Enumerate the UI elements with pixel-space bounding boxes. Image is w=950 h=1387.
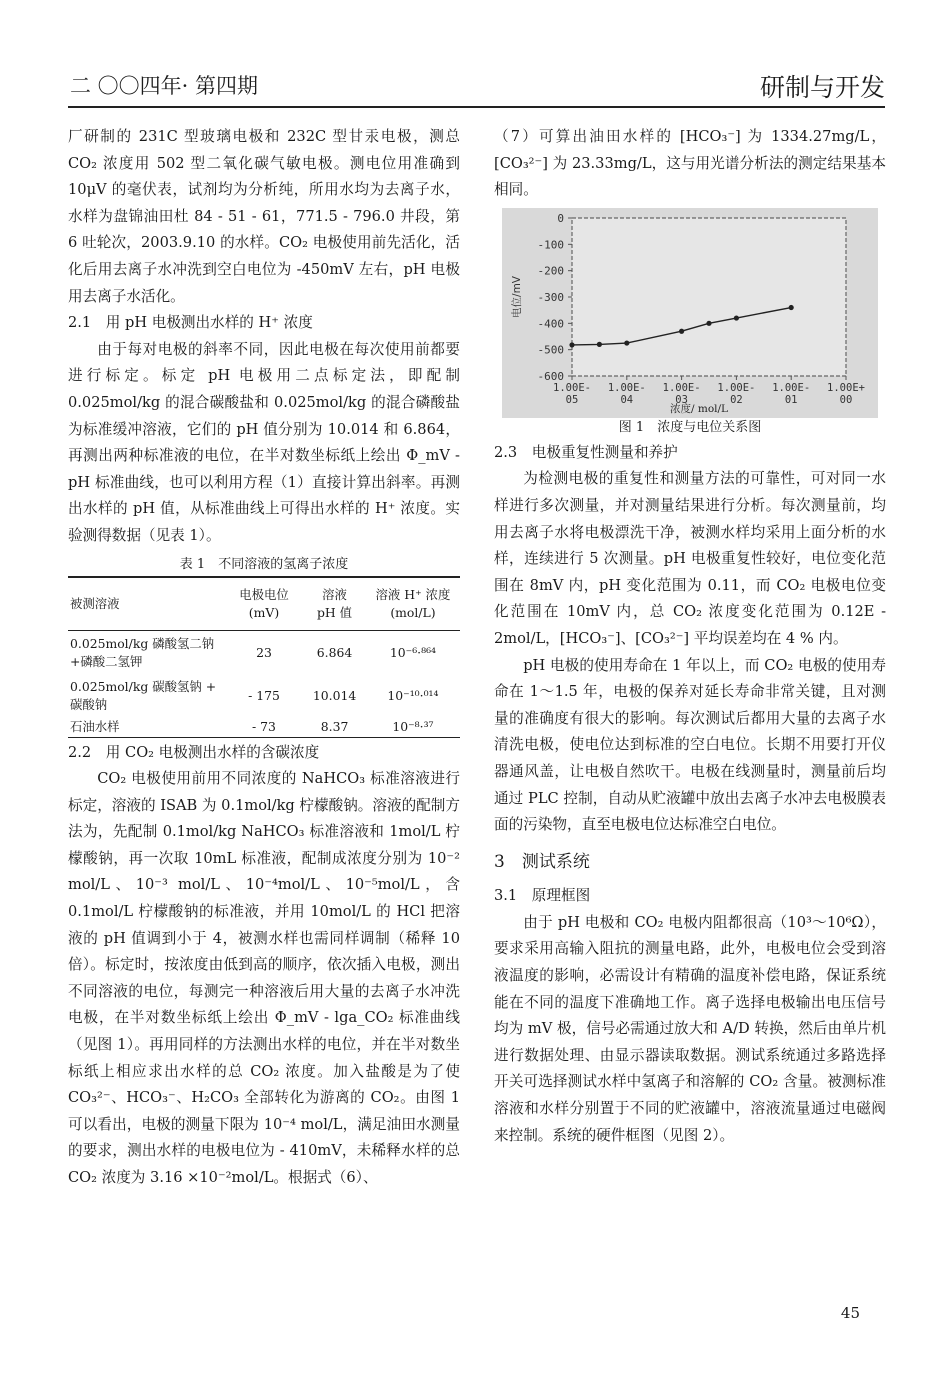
x-tick-label: 1.00E- — [772, 381, 811, 394]
header-rule — [68, 106, 885, 108]
intro-paragraph: 厂研制的 231C 型玻璃电极和 232C 型甘汞电极，测总 CO₂ 浓度用 502 型二氧化碳气敏电极。测电位用准确到 10μV 的毫伏表，试剂均为分析纯，所用水均为去离子水，水样为盘锦油田杜 84 - 51 - 61，771.5 - 796.0 井段，第 6 吐轮次，2003.9.10 的水样。CO₂ 电极使用前先活化，活化后用去离子水冲洗到空白电位为 -450mV 左右，pH 电极用去离子水活化。 — [68, 128, 460, 305]
paragraph-2-3b: pH 电极的使用寿命在 1 年以上，而 CO₂ 电极的使用寿命在 1～1.5 年，电极的保养对延长寿命非常关键，且对测量的准确度有很大的影响。每次测试后都用大量的去离子水清洗电极，使电位达到标准的空白电位。长期不用要打开仪器通风盖，让电极自然吹干。电极在线测量时，测量前后均通过 PLC 控制，自动从贮液罐中放出去离子水冲去电极膜表面的污染物，直至电极电位达标准空白电位。 — [494, 656, 886, 834]
page-number: 45 — [840, 1304, 860, 1322]
y-tick-label: -600 — [537, 369, 564, 383]
data-point — [789, 305, 794, 310]
y-tick-label: -500 — [537, 343, 564, 357]
table-row — [68, 675, 460, 717]
data-point — [734, 315, 739, 320]
table-header-row — [68, 577, 460, 631]
table-row — [68, 717, 460, 738]
heading-2-1: 2.1 用 pH 电极测出水样的 H⁺ 浓度 — [68, 314, 313, 332]
table-cell: 23 — [256, 644, 272, 660]
figure-caption: 图 1 浓度与电位关系图 — [618, 419, 762, 435]
table-cell: 0.025mol/kg 磷酸氢二钠 +磷酸二氢钾 — [70, 635, 215, 669]
x-tick-label-exponent: 04 — [620, 393, 634, 406]
journal-issue: 二 〇〇四年· 第四期 — [70, 74, 259, 98]
heading-2-3: 2.3 电极重复性测量和养护 — [494, 443, 678, 461]
y-tick-label: -400 — [537, 317, 564, 331]
x-tick-label: 1.00E- — [662, 381, 701, 394]
y-tick-label: -200 — [537, 264, 564, 278]
table-cell: - 73 — [225, 717, 303, 738]
data-point — [624, 340, 629, 345]
data-point — [597, 342, 602, 347]
x-tick-label-exponent: 02 — [730, 393, 743, 406]
paragraph-2-3a: 为检测电极的重复性和测量方法的可靠性，可对同一水样进行多次测量，并对测量结果进行分析。每次测量前，均用去离子水将电极漂洗干净，被测水样均采用上面分析的水样，连续进行 5 次测量。pH 电极重复性较好，电位变化范围在 8mV 内，pH 变化范围为 0.11，而 CO₂ 电极电位变化范围在 10mV 内，总 CO₂ 浓度变化范围为 0.12E - 2mol/L，[HCO₃⁻]、[CO₃²⁻] 平均误差均在 4 % 内。 — [494, 470, 886, 647]
right-column — [494, 124, 886, 1149]
paragraph-3-1: 由于 pH 电极和 CO₂ 电极内阻都很高（10³～10⁶Ω），要求采用高输入阻抗的测量电路，此外，电极电位会受到溶液温度的影响，必需设计有精确的温度补偿电路，保证系统能在不同的温度下准确地工作。离子选择电极输出电压信号均为 mV 极，信号必需通过放大和 A/D 转换，然后由单片机进行数据处理、由显示器读取数据。测试系统通过多路选择开关可选择测试水样中氢离子和溶解的 CO₂ 含量。被测标准溶液和水样分别置于不同的贮液罐中，溶液流量通过电磁阀来控制。系统的硬件框图（见图 2）。 — [494, 913, 886, 1144]
y-axis-label: 电位/mV — [511, 275, 523, 318]
table-caption: 表 1 不同溶液的氢离子浓度 — [179, 556, 349, 572]
continued-paragraph: （7）可算出油田水样的 [HCO₃⁻] 为 1334.27mg/L，[CO₃²⁻] 为 23.33mg/L，这与用光谱分析法的测定结果基本相同。 — [494, 128, 886, 199]
hydrogen-ion-table — [68, 576, 460, 738]
table-cell: 0.025mol/kg 碳酸氢钠 + 碳酸钠 — [70, 678, 217, 712]
table-cell: 10⁻¹⁰·⁰¹⁴ — [387, 687, 439, 703]
x-tick-label: 1.00E- — [607, 381, 646, 394]
y-tick-label: 0 — [557, 211, 564, 225]
heading-2-2: 2.2 用 CO₂ 电极测出水样的含碳浓度 — [68, 743, 320, 761]
table-header-cell: 被测溶液 — [70, 595, 120, 611]
heading-3: 3 测试系统 — [494, 851, 590, 872]
table-cell: - 175 — [248, 687, 280, 703]
data-point — [706, 321, 711, 326]
x-tick-label-exponent: 00 — [839, 393, 853, 406]
chart-svg — [494, 208, 886, 418]
y-tick-label: -300 — [537, 290, 564, 304]
table-cell: 石油水样 — [68, 717, 225, 738]
data-point — [679, 328, 684, 333]
plot-area — [572, 218, 846, 376]
data-point — [569, 342, 574, 347]
table-cell: 10⁻⁶·⁸⁶⁴ — [389, 644, 437, 660]
x-axis-label: 浓度/ mol/L — [669, 402, 729, 415]
table-header-cell: 电极电位 (mV) — [239, 586, 289, 620]
y-tick-label: -100 — [537, 238, 564, 252]
table-header-cell: 溶液 pH 值 — [317, 586, 353, 620]
paragraph-2-1: 由于每对电极的斜率不同，因此电极在每次使用前都要进行标定。标定 pH 电极用二点标定法，即配制 0.025mol/kg 的混合碳酸盐和 0.025mol/kg 的混合磷酸盐为标准缓冲溶液，它们的 pH 值分别为 10.014 和 6.864，再测出两种标准液的电位，在半对数坐标纸上绘出 Φ_mV - pH 标准曲线，也可以利用方程（1）直接计算出斜率。再测出水样的 pH 值，从标准曲线上可得出水样的 H⁺ 浓度。实验测得数据（见表 1）。 — [68, 340, 460, 544]
section-title: 研制与开发 — [759, 73, 885, 102]
figure-1-chart — [494, 208, 886, 418]
x-tick-label-exponent: 05 — [565, 393, 579, 406]
table-row — [68, 630, 460, 675]
x-tick-label: 1.00E- — [717, 381, 756, 394]
table-cell: 10⁻⁸·³⁷ — [366, 717, 460, 738]
x-tick-label-exponent: 01 — [784, 393, 798, 406]
paragraph-2-2: CO₂ 电极使用前用不同浓度的 NaHCO₃ 标准溶液进行标定，溶液的 ISAB 为 0.1mol/kg 柠檬酸钠。溶液的配制方法为，先配制 0.1mol/kg NaHCO₃ 标准溶液和 1mol/L 柠檬酸钠，再一次取 10mL 标准液，配制成浓度分别为 10⁻² mol/L、10⁻³ mol/L、10⁻⁴mol/L、10⁻⁵mol/L，含 0.1mol/L 柠檬酸钠的标准液，并用 10mol/L 的 HCl 把溶液的 pH 值调到小于 4，被测水样也需同样调制（稀释 10 倍）。标定时，按浓度由低到高的顺序，依次插入电极，测出不同溶液的电位，每测完一种溶液后用大量的去离子水冲洗电极，在半对数坐标纸上绘出 Φ_mV - lga_CO₂ 标准曲线（见图 1）。再用同样的方法测出水样的电位，并在半对数坐标纸上相应求出水样的总 CO₂ 浓度。加入盐酸是为了使 CO₃²⁻、HCO₃⁻、H₂CO₃ 全部转化为游离的 CO₂。由图 1 可以看出，电极的测量下限为 10⁻⁴ mol/L，满足油田水测量的要求，测出水样的电极电位为 - 410mV，未稀释水样的总 CO₂ 浓度为 3.16 ×10⁻²mol/L。根据式（6）、 — [68, 770, 460, 1186]
x-tick-label: 1.00E+ — [827, 381, 865, 394]
left-column — [68, 124, 460, 1192]
x-tick-label: 1.00E- — [553, 381, 591, 394]
table-cell: 6.864 — [316, 644, 353, 660]
table-header-cell: 溶液 H⁺ 浓度 (mol/L) — [375, 586, 451, 620]
heading-3-1: 3.1 原理框图 — [494, 887, 591, 905]
table-cell: 8.37 — [303, 717, 366, 738]
x-tick-label-exponent: 03 — [675, 393, 688, 406]
table-cell: 10.014 — [312, 687, 357, 703]
